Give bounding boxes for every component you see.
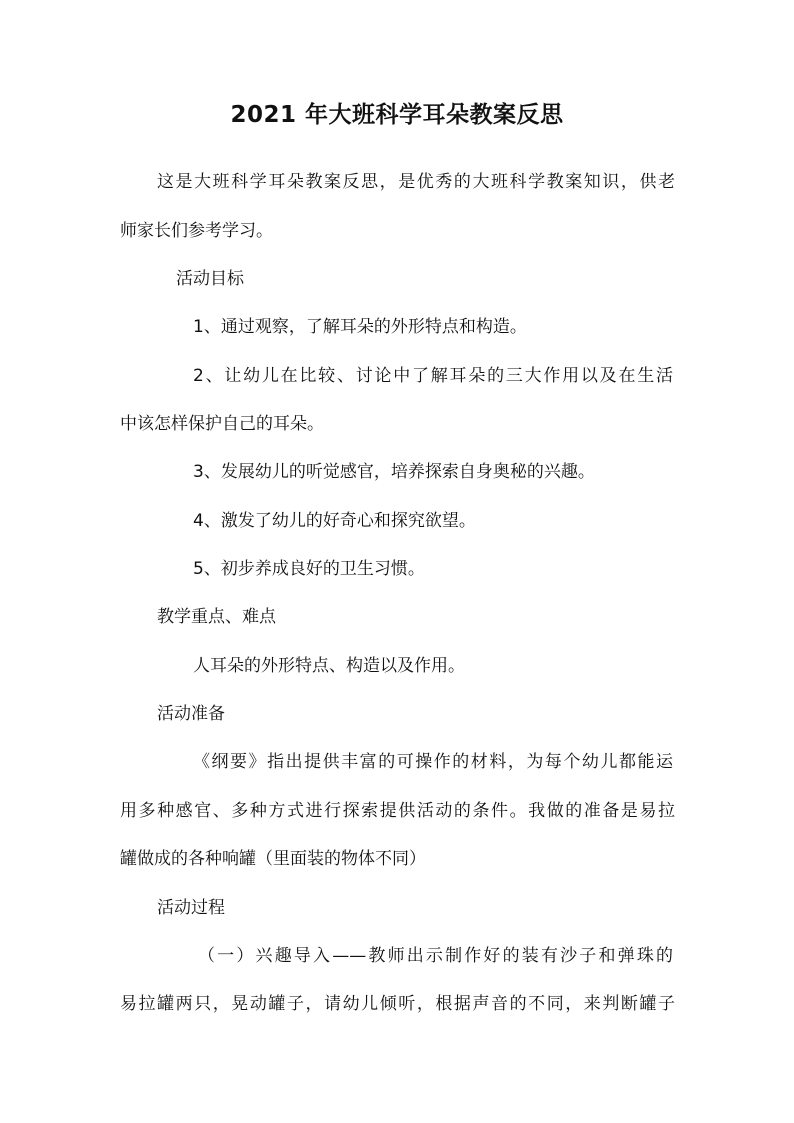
preparation-line-1: 《纲要》指出提供丰富的可操作的材料，为每个幼儿都能运 [193,752,673,772]
goal-item-2-line-2: 中该怎样保护自己的耳朵。 [120,414,324,434]
goal-item-5: 5、初步养成良好的卫生习惯。 [193,559,425,579]
process-heading: 活动过程 [157,898,225,918]
goal-item-4: 4、激发了幼儿的好奇心和探究欲望。 [193,511,476,531]
preparation-line-3: 罐做成的各种响罐（里面装的物体不同） [120,849,426,869]
intro-line-1: 这是大班科学耳朵教案反思，是优秀的大班科学教案知识，供老 [157,172,675,192]
goal-item-2-line-1: 2、让幼儿在比较、讨论中了解耳朵的三大作用以及在生活 [193,366,673,386]
process-line-2: 易拉罐两只，晃动罐子，请幼儿倾听，根据声音的不同，来判断罐子 [120,994,675,1014]
page-title: 2021 年大班科学耳朵教案反思 [230,102,564,128]
key-points-heading: 教学重点、难点 [157,607,276,627]
goals-heading: 活动目标 [176,269,244,289]
intro-line-2: 师家长们参考学习。 [120,221,273,241]
process-line-1: （一）兴趣导入——教师出示制作好的装有沙子和弹珠的 [198,946,673,966]
key-points-text: 人耳朵的外形特点、构造以及作用。 [193,656,465,676]
goal-item-1: 1、通过观察，了解耳朵的外形特点和构造。 [193,317,527,337]
goal-item-3: 3、发展幼儿的听觉感官，培养探索自身奥秘的兴趣。 [193,462,595,482]
preparation-heading: 活动准备 [157,704,225,724]
preparation-line-2: 用多种感官、多种方式进行探索提供活动的条件。我做的准备是易拉 [120,801,675,821]
